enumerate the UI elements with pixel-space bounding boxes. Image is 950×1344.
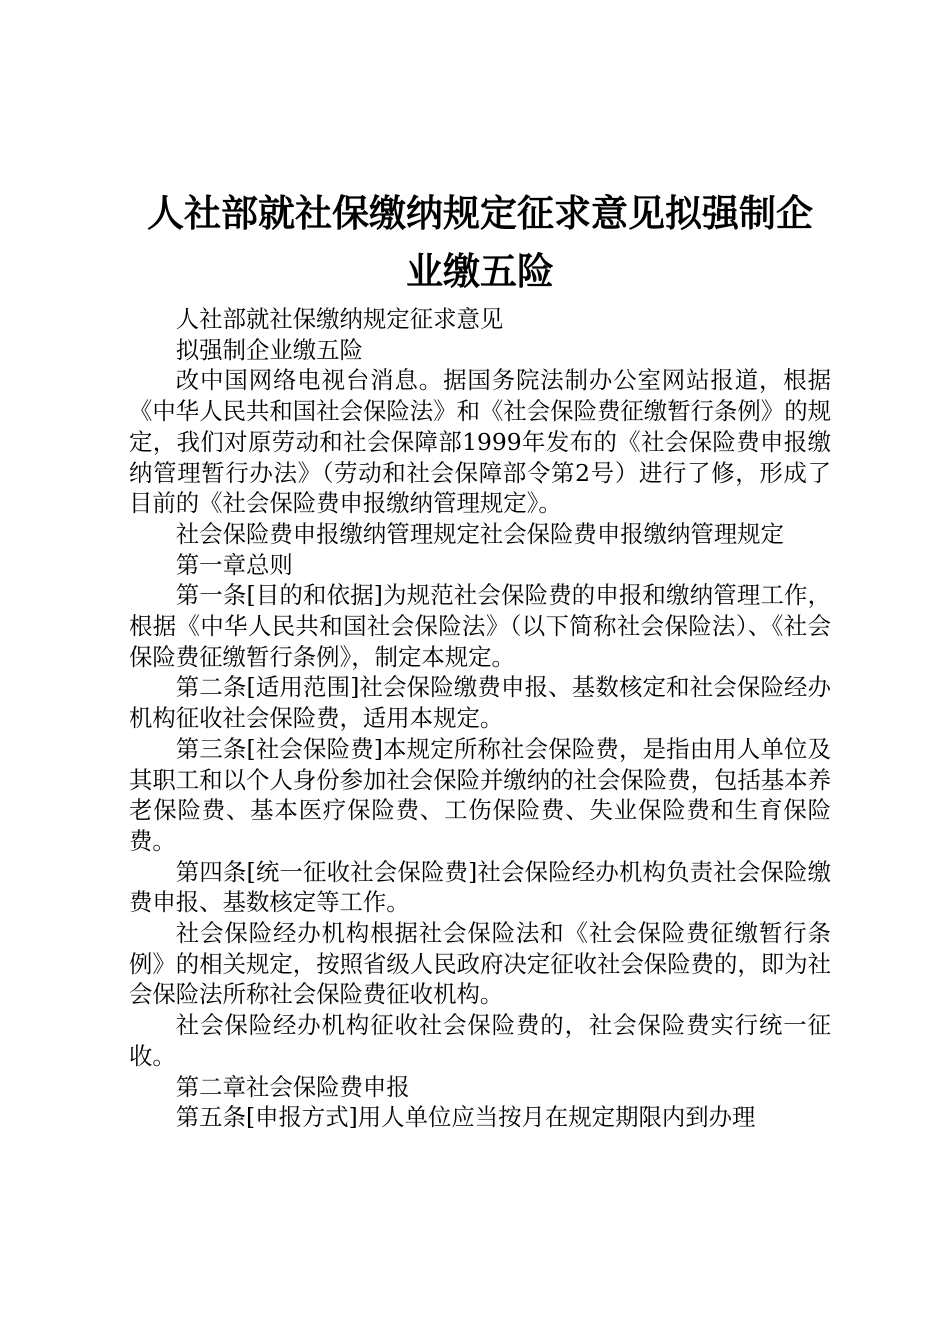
document-page [129,0,831,1133]
document-body [129,304,831,1133]
paragraph: 改中国网络电视台消息。据国务院法制办公室网站报道，根据《中华人民共和国社会保险法》和《社会保险费征缴暂行条例》的规定，我们对原劳动和社会保障部1999年发布的《社会保险费申报缴纳管理暂行办法》（劳动和社会保障部令第2号）进行了修，形成了目前的《社会保险费申报缴纳管理规定》。 [129,366,831,518]
paragraph: 第四条[统一征收社会保险费]社会保险经办机构负责社会保险缴费申报、基数核定等工作。 [129,857,831,917]
paragraph: 社会保险费申报缴纳管理规定社会保险费申报缴纳管理规定 [175,519,784,548]
paragraph: 第二条[适用范围]社会保险缴费申报、基数核定和社会保险经办机构征收社会保险费，适用本规定。 [129,673,831,733]
paragraph: 社会保险经办机构根据社会保险法和《社会保险费征缴暂行条例》的相关规定，按照省级人民政府决定征收社会保险费的，即为社会保险法所称社会保险费征收机构。 [129,919,831,1009]
paragraph: 第一条[目的和依据]为规范社会保险费的申报和缴纳管理工作，根据《中华人民共和国社会保险法》（以下简称社会保险法）、《社会保险费征缴暂行条例》，制定本规定。 [129,581,831,671]
chapter-heading: 第二章社会保险费申报 [175,1072,410,1101]
paragraph: 第五条[申报方式]用人单位应当按月在规定期限内到办理 [175,1103,756,1132]
chapter-heading: 第一章总则 [175,550,293,579]
paragraph: 社会保险经办机构征收社会保险费的，社会保险费实行统一征收。 [129,1011,831,1070]
paragraph: 第三条[社会保险费]本规定所称社会保险费，是指由用人单位及其职工和以个人身份参加社会保险并缴纳的社会保险费，包括基本养老保险费、基本医疗保险费、工伤保险费、失业保险费和生育保险费。 [129,734,831,855]
paragraph: 人社部就社保缴纳规定征求意见 [175,305,504,333]
paragraph: 拟强制企业缴五险 [175,335,363,364]
document-title: 人社部就社保缴纳规定征求意见拟强制企业缴五险 [147,191,813,293]
